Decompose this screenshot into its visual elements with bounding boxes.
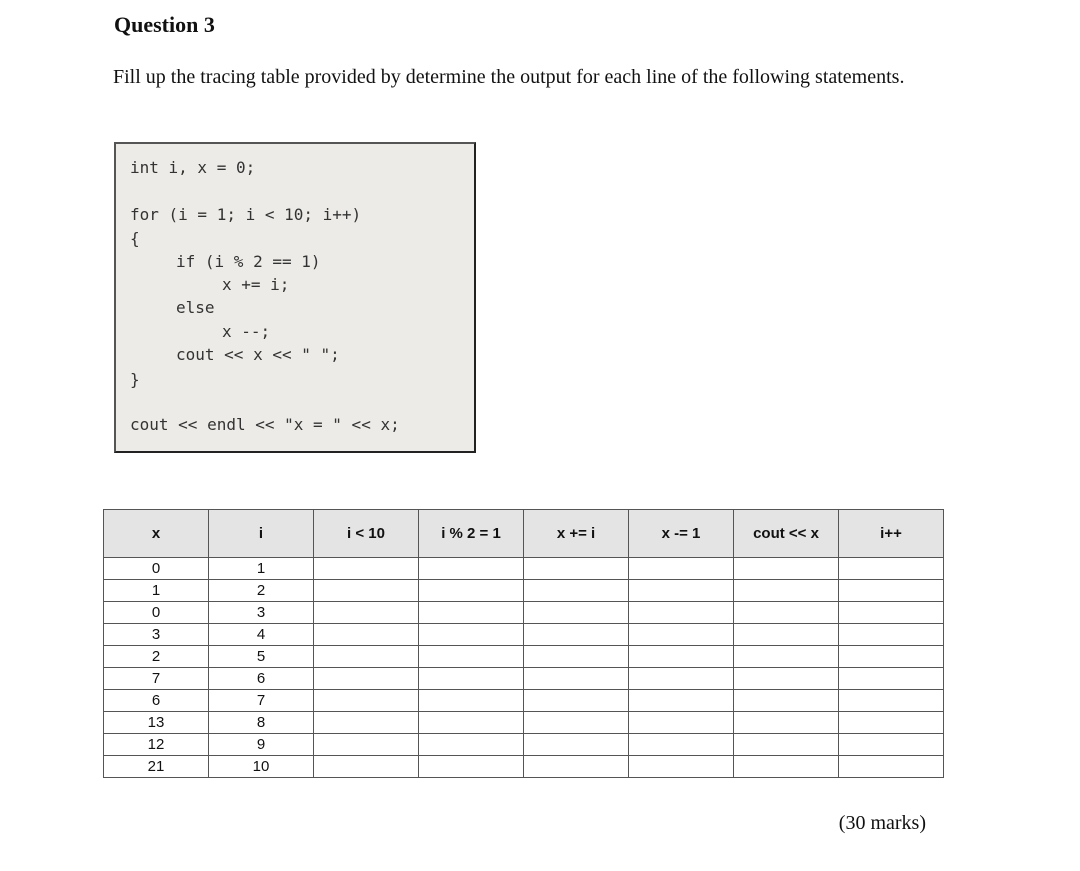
header-i-increment: i++ bbox=[839, 510, 944, 558]
cell-empty bbox=[839, 624, 944, 646]
cell-empty bbox=[839, 558, 944, 580]
cell-x: 12 bbox=[104, 734, 209, 756]
code-snippet-box bbox=[114, 142, 476, 453]
table-row bbox=[104, 624, 944, 646]
cell-empty bbox=[524, 690, 629, 712]
table-header-row bbox=[104, 510, 944, 558]
cell-i: 4 bbox=[209, 624, 314, 646]
table-row bbox=[104, 602, 944, 624]
question-instructions: Fill up the tracing table provided by determine the output for each line of the following statements. bbox=[113, 66, 905, 88]
cell-empty bbox=[629, 602, 734, 624]
table-row bbox=[104, 734, 944, 756]
cell-empty bbox=[734, 712, 839, 734]
cell-empty bbox=[524, 668, 629, 690]
cell-empty bbox=[734, 624, 839, 646]
header-cout-x: cout << x bbox=[734, 510, 839, 558]
cell-empty bbox=[629, 558, 734, 580]
cell-empty bbox=[524, 712, 629, 734]
cell-empty bbox=[629, 646, 734, 668]
header-x: x bbox=[104, 510, 209, 558]
cell-empty bbox=[419, 668, 524, 690]
cell-empty bbox=[734, 756, 839, 778]
cell-x: 0 bbox=[104, 602, 209, 624]
cell-empty bbox=[524, 646, 629, 668]
header-x-plus-i: x += i bbox=[524, 510, 629, 558]
cell-empty bbox=[839, 712, 944, 734]
cell-i: 1 bbox=[209, 558, 314, 580]
cell-x: 13 bbox=[104, 712, 209, 734]
cell-i: 5 bbox=[209, 646, 314, 668]
cell-empty bbox=[524, 756, 629, 778]
cell-empty bbox=[419, 690, 524, 712]
table-row bbox=[104, 756, 944, 778]
cell-empty bbox=[839, 646, 944, 668]
cell-empty bbox=[629, 668, 734, 690]
code-line: x --; bbox=[222, 322, 271, 341]
cell-empty bbox=[734, 646, 839, 668]
table-row bbox=[104, 580, 944, 602]
cell-i: 9 bbox=[209, 734, 314, 756]
cell-i: 7 bbox=[209, 690, 314, 712]
cell-empty bbox=[734, 602, 839, 624]
table-row bbox=[104, 668, 944, 690]
cell-empty bbox=[524, 602, 629, 624]
code-line: else bbox=[176, 298, 215, 317]
cell-empty bbox=[314, 734, 419, 756]
cell-empty bbox=[839, 734, 944, 756]
cell-empty bbox=[419, 756, 524, 778]
cell-i: 10 bbox=[209, 756, 314, 778]
header-i: i bbox=[209, 510, 314, 558]
cell-empty bbox=[734, 734, 839, 756]
code-line: cout << endl << "x = " << x; bbox=[130, 415, 400, 434]
cell-x: 0 bbox=[104, 558, 209, 580]
code-line: int i, x = 0; bbox=[130, 158, 256, 177]
cell-empty bbox=[524, 558, 629, 580]
cell-empty bbox=[419, 734, 524, 756]
cell-empty bbox=[629, 690, 734, 712]
cell-empty bbox=[629, 624, 734, 646]
cell-empty bbox=[629, 756, 734, 778]
cell-empty bbox=[524, 624, 629, 646]
cell-empty bbox=[629, 712, 734, 734]
cell-empty bbox=[314, 646, 419, 668]
tracing-table bbox=[103, 509, 944, 778]
cell-empty bbox=[734, 558, 839, 580]
cell-empty bbox=[419, 580, 524, 602]
cell-x: 3 bbox=[104, 624, 209, 646]
cell-empty bbox=[314, 712, 419, 734]
cell-x: 1 bbox=[104, 580, 209, 602]
cell-x: 21 bbox=[104, 756, 209, 778]
cell-i: 8 bbox=[209, 712, 314, 734]
cell-empty bbox=[839, 602, 944, 624]
cell-empty bbox=[524, 734, 629, 756]
cell-empty bbox=[734, 668, 839, 690]
code-line: x += i; bbox=[222, 275, 290, 294]
cell-i: 3 bbox=[209, 602, 314, 624]
cell-x: 6 bbox=[104, 690, 209, 712]
table-row bbox=[104, 690, 944, 712]
question-title: Question 3 bbox=[114, 12, 215, 37]
cell-i: 2 bbox=[209, 580, 314, 602]
code-line: for (i = 1; i < 10; i++) bbox=[130, 205, 362, 224]
cell-empty bbox=[314, 668, 419, 690]
cell-x: 2 bbox=[104, 646, 209, 668]
cell-empty bbox=[419, 602, 524, 624]
cell-empty bbox=[839, 668, 944, 690]
cell-empty bbox=[314, 756, 419, 778]
cell-empty bbox=[734, 690, 839, 712]
table-row bbox=[104, 646, 944, 668]
cell-empty bbox=[839, 690, 944, 712]
header-i-lt-10: i < 10 bbox=[314, 510, 419, 558]
marks-label: (30 marks) bbox=[838, 812, 926, 834]
table-row bbox=[104, 712, 944, 734]
cell-empty bbox=[314, 580, 419, 602]
cell-empty bbox=[419, 646, 524, 668]
cell-i: 6 bbox=[209, 668, 314, 690]
header-x-minus-1: x -= 1 bbox=[629, 510, 734, 558]
code-line: cout << x << " "; bbox=[176, 345, 340, 364]
table-row bbox=[104, 558, 944, 580]
cell-empty bbox=[314, 624, 419, 646]
cell-empty bbox=[629, 734, 734, 756]
code-line: if (i % 2 == 1) bbox=[176, 252, 321, 271]
code-line: } bbox=[130, 370, 140, 389]
cell-empty bbox=[419, 624, 524, 646]
cell-empty bbox=[419, 558, 524, 580]
header-i-mod-2: i % 2 = 1 bbox=[419, 510, 524, 558]
cell-empty bbox=[419, 712, 524, 734]
cell-empty bbox=[314, 690, 419, 712]
cell-empty bbox=[629, 580, 734, 602]
cell-empty bbox=[734, 580, 839, 602]
cell-empty bbox=[524, 580, 629, 602]
cell-empty bbox=[839, 756, 944, 778]
cell-empty bbox=[839, 580, 944, 602]
cell-empty bbox=[314, 558, 419, 580]
cell-x: 7 bbox=[104, 668, 209, 690]
cell-empty bbox=[314, 602, 419, 624]
code-line: { bbox=[130, 229, 140, 248]
